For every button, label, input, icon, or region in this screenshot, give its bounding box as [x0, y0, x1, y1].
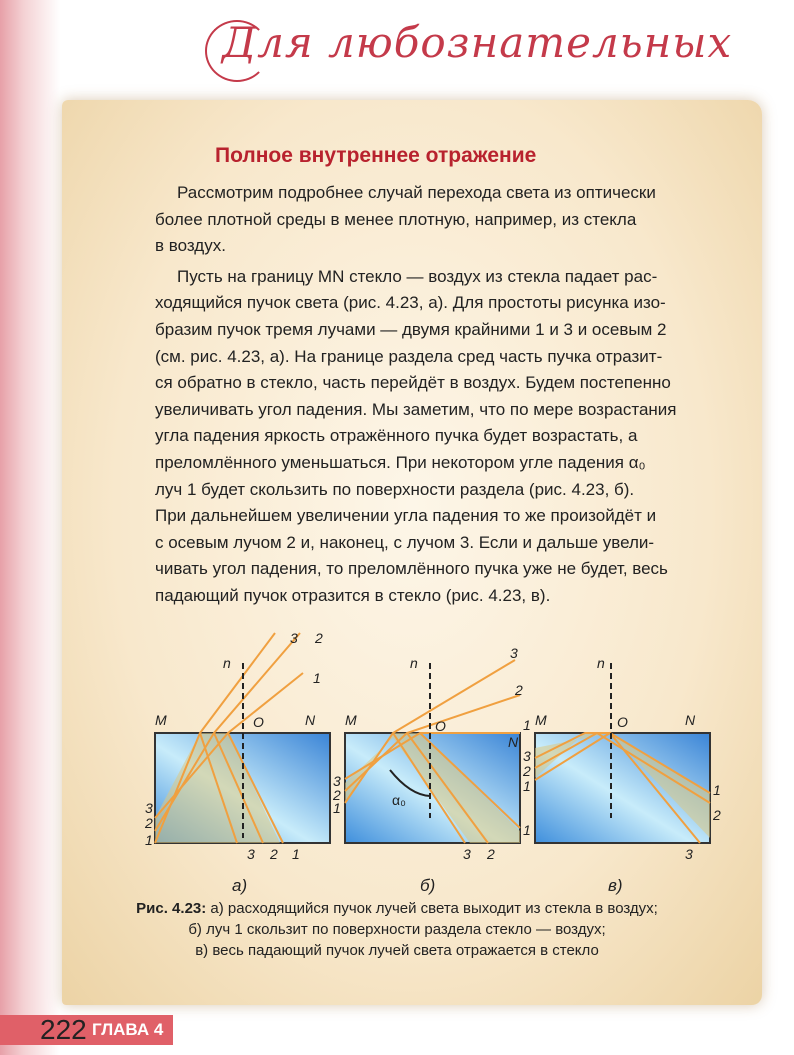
label-ray-2: 2	[515, 682, 523, 698]
label-N: N	[305, 712, 316, 728]
label-ray-2: 2	[487, 846, 495, 862]
label-ray-2: 2	[713, 807, 721, 823]
label-ray-1: 1	[313, 670, 321, 686]
label-ray-1: 1	[523, 778, 531, 794]
label-ray-3: 3	[523, 748, 531, 764]
label-ray-2: 2	[523, 763, 531, 779]
label-ray-1: 1	[523, 717, 531, 733]
text-line: чивать угол падения, то преломлённого пучка уже не будет, весь	[155, 559, 668, 579]
page-edge	[0, 0, 60, 1055]
panel-label-b: б)	[420, 876, 436, 895]
caption-line: в) весь падающий пучок лучей света отражается в стекло	[195, 942, 599, 959]
caption-line: б) луч 1 скользит по поверхности раздела стекло — воздух;	[188, 921, 606, 938]
label-ray-3: 3	[247, 846, 255, 862]
label-O: O	[253, 714, 264, 730]
article-body	[155, 180, 715, 610]
label-N: N	[685, 712, 696, 728]
label-ray-3: 3	[333, 773, 341, 789]
text-line: угла падения яркость отражённого пучка будет возрастать, а	[155, 426, 638, 446]
text-line: ходящийся пучок света (рис. 4.23, а). Для простоты рисунка изо-	[155, 293, 666, 313]
label-ray-3: 3	[290, 630, 298, 646]
text-line: луч 1 будет скользить по поверхности раздела (рис. 4.23, б).	[155, 479, 635, 499]
text-line: Пусть на границу MN стекло — воздух из стекла падает рас-	[177, 266, 658, 286]
label-ray-1: 1	[292, 846, 300, 862]
label-ray-2: 2	[270, 846, 278, 862]
label-ray-3: 3	[145, 800, 153, 816]
label-n: n	[597, 655, 605, 671]
chapter-label: ГЛАВА 4	[92, 1020, 164, 1039]
text-line: преломлённого уменьшаться. При некотором угле падения α₀	[155, 452, 646, 472]
page-number: 222	[40, 1014, 87, 1045]
label-ray-2: 2	[333, 787, 341, 803]
section-header: Для любознательных	[222, 18, 733, 67]
figure-caption	[0, 898, 794, 961]
label-O: O	[617, 714, 628, 730]
panel-label-a: а)	[232, 876, 248, 895]
caption-line: а) расходящийся пучок лучей света выходит из стекла в воздух;	[210, 900, 658, 917]
text-line: При дальнейшем увеличении угла падения то же произойдёт и	[155, 506, 657, 526]
label-O: O	[435, 718, 446, 734]
text-line: более плотной среды в менее плотную, например, из стекла	[155, 209, 637, 229]
article-title: Полное внутреннее отражение	[215, 144, 537, 167]
label-ray-1: 1	[333, 800, 341, 816]
figure-4-23	[140, 625, 740, 875]
label-alpha0: α₀	[392, 792, 406, 808]
label-ray-2: 2	[315, 630, 323, 646]
label-N: N	[508, 734, 519, 750]
label-M: M	[345, 712, 357, 728]
label-ray-1: 1	[713, 782, 721, 798]
label-n: n	[223, 655, 231, 671]
text-line: бразим пучок тремя лучами — двумя крайними 1 и 3 и осевым 2	[155, 319, 667, 339]
label-M: M	[155, 712, 167, 728]
text-line: в воздух.	[155, 236, 226, 256]
text-line: ся обратно в стекло, часть перейдёт в воздух. Будем постепенно	[155, 373, 671, 393]
label-M: M	[535, 712, 547, 728]
text-line: (см. рис. 4.23, а). На границе раздела сред часть пучка отразит-	[155, 346, 663, 366]
text-line: падающий пучок отразится в стекло (рис. 4.23, в).	[155, 585, 551, 605]
label-ray-3: 3	[685, 846, 693, 862]
text-line: увеличивать угол падения. Мы заметим, что по мере возрастания	[155, 399, 677, 419]
label-ray-3: 3	[463, 846, 471, 862]
label-ray-3: 3	[510, 645, 518, 661]
label-ray-2: 2	[145, 815, 153, 831]
label-n: n	[410, 655, 418, 671]
panel-label-c: в)	[608, 876, 623, 895]
text-line: с осевым лучом 2 и, наконец, с лучом 3. Если и дальше увели-	[155, 532, 655, 552]
text-line: Рассмотрим подробнее случай перехода света из оптически	[177, 183, 656, 202]
label-ray-1: 1	[145, 832, 153, 848]
caption-ref: Рис. 4.23:	[136, 900, 207, 917]
label-ray-1: 1	[523, 822, 531, 838]
